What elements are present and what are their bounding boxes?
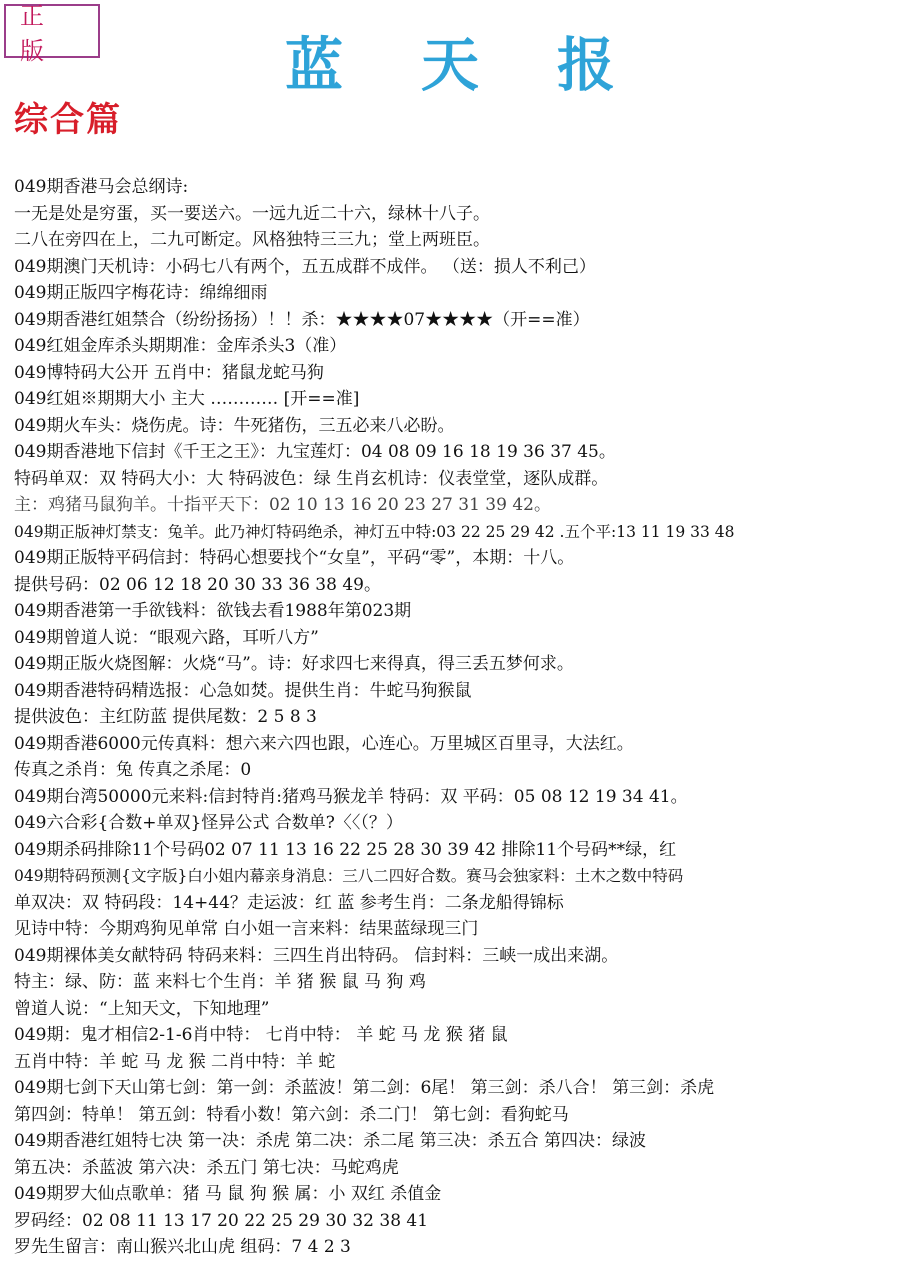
article-line: 049期正版特平码信封：特码心想要找个“女皇”，平码“零”，本期：十八。 — [14, 548, 575, 568]
article-line: 特主：绿、防：蓝 来料七个生肖：羊 猪 猴 鼠 马 狗 鸡 — [14, 972, 426, 992]
article-line: 049红姐※期期大小 主大 ………… [开==准] — [14, 389, 360, 409]
article-line: 第五决：杀蓝波 第六决：杀五门 第七决：马蛇鸡虎 — [14, 1157, 399, 1178]
article-line: 传真之杀肖：兔 传真之杀尾：0 — [14, 760, 252, 780]
article-line: 049博特码大公开 五肖中：猪鼠龙蛇马狗 — [14, 362, 324, 383]
article-line: 049期杀码排除11个号码02 07 11 13 16 22 25 28 30 39 42 排除11个号码**绿，红 — [14, 839, 677, 860]
article-line: 049期正版神灯禁支：兔羊。此乃神灯特码绝杀，神灯五中特:03 22 25 29 42 .五个平:13 11 19 33 48 — [14, 522, 735, 541]
article-line: 049期澳门天机诗：小码七八有两个，五五成群不成伴。 （送：损人不利己） — [14, 256, 596, 277]
article-line: 049红姐金库杀头期期准：金库杀头3（准） — [14, 336, 347, 356]
article-line: 049期香港第一手欲钱料：欲钱去看1988年第023期 — [14, 601, 412, 621]
article-line: 049期香港6000元传真料：想六来六四也跟，心连心。万里城区百里寻，大法红。 — [14, 733, 634, 754]
article-line: 五肖中特：羊 蛇 马 龙 猴 二肖中特：羊 蛇 — [14, 1051, 336, 1072]
edition-badge-label: 正 版 — [20, 2, 58, 65]
article-line: 提供波色：主红防蓝 提供尾数：2 5 8 3 — [14, 707, 317, 727]
article-line: 049期香港特码精选报：心急如焚。提供生肖：牛蛇马狗猴鼠 — [14, 680, 472, 701]
article-line: 049期香港红姐特七决 第一决：杀虎 第二决：杀二尾 第三决：杀五合 第四决：绿波 — [14, 1131, 647, 1151]
article-line: 049期罗大仙点歌单：猪 马 鼠 狗 猴 属：小 双红 杀值金 — [14, 1184, 442, 1204]
article-line: 049期香港地下信封《千王之王》：九宝莲灯：04 08 09 16 18 19 36 37 45。 — [14, 442, 616, 462]
article-body — [14, 174, 898, 1261]
article-line: 049期：鬼才相信2-1-6肖中特： 七肖中特： 羊 蛇 马 龙 猴 猪 鼠 — [14, 1025, 508, 1045]
article-line: 049期特码预测{文字版}白小姐内幕亲身消息：三八二四好合数。赛马会独家料：土木之数中特码 — [14, 867, 684, 885]
section-heading: 综合篇 — [14, 100, 122, 140]
article-line: 曾道人说：“上知天文，下知地理” — [14, 998, 270, 1019]
article-line: 049期正版火烧图解：火烧“马”。诗：好求四七来得真，得三丢五梦何求。 — [14, 654, 574, 674]
article-line: 特码单双：双 特码大小：大 特码波色：绿 生肖玄机诗：仪表堂堂，逐队成群。 — [14, 468, 609, 489]
article-line: 049期裸体美女献特码 特码来料：三四生肖出特码。 信封料：三峡一成出来湖。 — [14, 945, 619, 966]
article-line: 049期台湾50000元来料:信封特肖:猪鸡马猴龙羊 特码：双 平码：05 08 12 19 34 41。 — [14, 786, 688, 807]
article-line: 一无是处是穷蛋，买一要送六。一远九近二十六，绿林十八子。 — [14, 203, 490, 224]
article-line: 第四剑：特单！ 第五剑：特看小数！第六剑：杀二门！ 第七剑：看狗蛇马 — [14, 1104, 569, 1125]
article-line: 罗码经：02 08 11 13 17 20 22 25 29 30 32 38 41 — [14, 1210, 429, 1231]
article-line: 049期香港红姐禁合（纷纷扬扬）！！杀：★★★★07★★★★（开==准） — [14, 309, 590, 330]
article-line: 049期火车头：烧伤虎。诗：牛死猪伤，三五必来八必盼。 — [14, 415, 455, 436]
newspaper-title: 蓝天报 — [284, 31, 693, 99]
article-line: 见诗中特：今期鸡狗见单常 白小姐一言来料：结果蓝绿现三门 — [14, 919, 479, 939]
article-line: 单双决：双 特码段：14+44？走运波：红 蓝 参考生肖：二条龙船得锦标 — [14, 892, 564, 913]
article-line: 主：鸡猪马鼠狗羊。十指平天下：02 10 13 16 20 23 27 31 39 42。 — [14, 495, 551, 515]
article-line: 049期香港马会总纲诗: — [14, 177, 189, 197]
article-line: 提供号码：02 06 12 18 20 30 33 36 38 49。 — [14, 574, 381, 595]
article-line: 罗先生留言：南山猴兴北山虎 组码：7 4 2 3 — [14, 1237, 351, 1257]
article-line: 二八在旁四在上，二九可断定。风格独特三三九；堂上两班臣。 — [14, 230, 490, 250]
article-line: 049期正版四字梅花诗：绵绵细雨 — [14, 283, 268, 303]
article-line: 049六合彩{合数+单双}怪异公式 合数单?〈〈（？） — [14, 813, 403, 833]
article-line: 049期七剑下天山第七剑：第一剑：杀蓝波！第二剑：6尾！ 第三剑：杀八合！ 第三剑：杀虎 — [14, 1078, 715, 1098]
article-line: 049期曾道人说：“眼观六路，耳听八方” — [14, 627, 319, 648]
